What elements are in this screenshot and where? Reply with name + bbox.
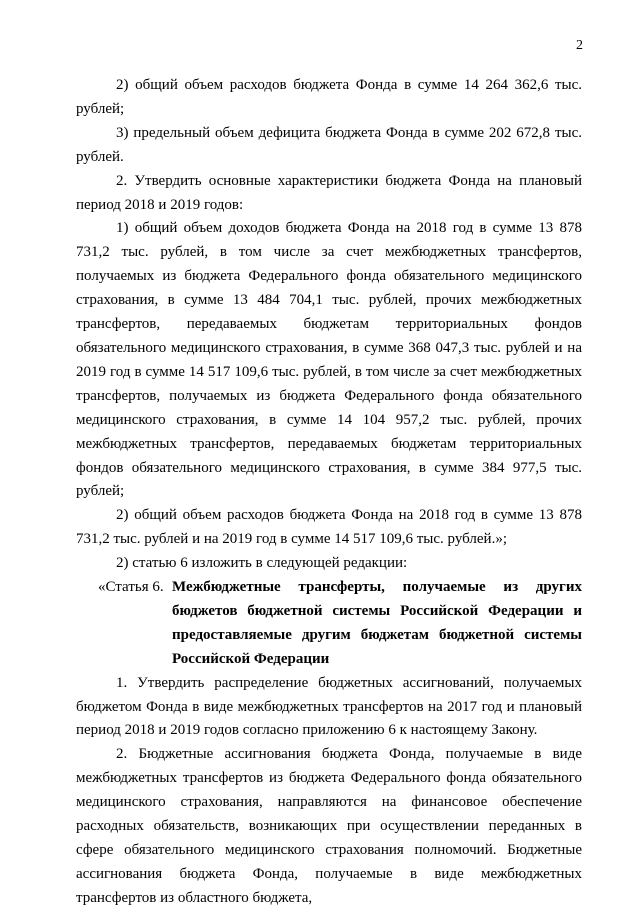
- paragraph-expenses-2018-2019: 2) общий объем расходов бюджета Фонда на 2018 год в сумме 13 878 731,2 тыс. рублей и на 2019 год в сумме 14 517 109,6 тыс. рублей.»;: [76, 507, 582, 548]
- paragraph-expenses-2017: 2) общий объем расходов бюджета Фонда в сумме 14 264 362,6 тыс. рублей;: [76, 77, 582, 117]
- paragraph-plan-period-heading: 2. Утвердить основные характеристики бюджета Фонда на плановый период 2018 и 2019 годов:: [76, 172, 582, 213]
- document-body: [76, 74, 582, 911]
- paragraph-revenues-2018-2019: 1) общий объем доходов бюджета Фонда на 2018 год в сумме 13 878 731,2 тыс. рублей, в том числе за счет межбюджетных трансфертов, получаемых из бюджета Федерального фонда обязательного медицинского страхования, в сумме 13 484 704,1 тыс. рублей, прочих межбюджетных трансфертов, передаваемых бюджетам территориальных фондов обязательного медицинского страхования, в сумме 368 047,3 тыс. рублей и на 2019 год в сумме 14 517 109,6 тыс. рублей, в том числе за счет межбюджетных трансфертов, получаемых из бюджета Федерального фонда обязательного медицинского страхования, в сумме 14 104 957,2 тыс. рублей, прочих межбюджетных трансфертов, передаваемых бюджетам территориальных фондов обязательного медицинского страхования, в сумме 384 977,5 тыс. рублей;: [76, 220, 582, 500]
- page-number: 2: [576, 38, 583, 53]
- paragraph-article-6-item-2: 2. Бюджетные ассигнования бюджета Фонда, получаемые в виде межбюджетных трансфертов из бюджета Федерального фонда обязательного медицинского страхования, направляются на финансовое обеспечение расходных обязательств, возникающих при осуществлении переданных в сфере обязательного медицинского страхования полномочий. Бюджетные ассигнования бюджета Фонда, получаемые в виде межбюджетных трансфертов из областного бюджета,: [76, 746, 582, 906]
- article-6-label: «Статья 6.: [98, 579, 164, 596]
- paragraph-deficit-2017: 3) предельный объем дефицита бюджета Фонда в сумме 202 672,8 тыс. рублей.: [76, 124, 582, 165]
- article-6-title: Межбюджетные трансферты, получаемые из других бюджетов бюджетной системы Российской Федерации и предоставляемые другим бюджетам бюджетной системы Российской Федерации: [172, 579, 582, 667]
- paragraph-article-6-amendment: 2) статью 6 изложить в следующей редакции:: [116, 555, 408, 572]
- article-6-heading: [76, 576, 582, 672]
- paragraph-article-6-item-1: 1. Утвердить распределение бюджетных ассигнований, получаемых бюджетом Фонда в виде межбюджетных трансфертов на 2017 год и плановый период 2018 и 2019 годов согласно приложению 6 к настоящему Закону.: [76, 674, 582, 739]
